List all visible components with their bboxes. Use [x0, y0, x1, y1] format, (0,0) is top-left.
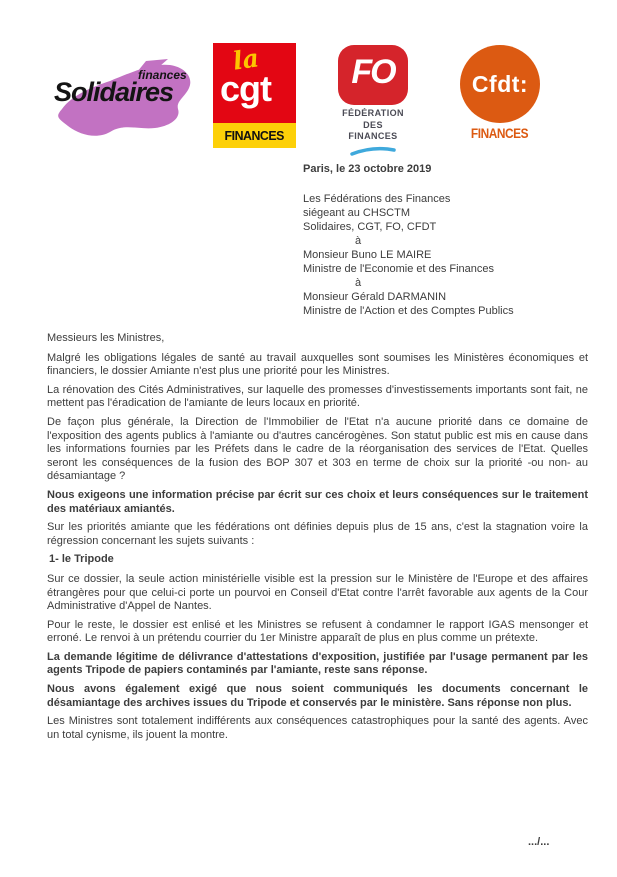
cgt-script-la: la: [231, 43, 261, 76]
fo-swoosh-path: [352, 148, 394, 153]
cfdt-circle: [460, 45, 540, 123]
solidaires-finances-logo: [50, 57, 196, 141]
solidaires-wordmark: Solidaires: [54, 77, 174, 107]
cgt-finances-logo: [213, 43, 296, 148]
body-paragraph: De façon plus générale, la Direction de l'Immobilier de l'Etat n'a aucune priorité dans ce domaine de l'exposition des agents publics à l'amiante ou d'autres cancérogènes. Son statut public est mis en cause dans les informations fournies par les Préfets dans le cadre de la réorganisation des services de l'Etat. Quelles seront les conséquences de la fusion des BOP 307 et 303 en terme de choix sur la priorité -ou non- au désamiantage ?: [47, 415, 588, 483]
a-separator: à: [355, 277, 362, 289]
cfdt-finances-label: FINANCES: [471, 126, 529, 141]
cfdt-finances-logo: [458, 45, 542, 143]
body-paragraph: Sur les priorités amiante que les fédérations ont définies depuis plus de 15 ans, c'est la stagnation voire la régression concernant les sujets suivants :: [47, 521, 588, 547]
a-separator: à: [355, 235, 362, 247]
recipient-line: Monsieur Gérald DARMANIN: [303, 291, 447, 303]
fo-federation-finances-logo: [336, 45, 410, 161]
letter-head: [303, 162, 514, 318]
sender-line: siégeant au CHSCTM: [303, 207, 410, 219]
cgt-acronym: cgt: [220, 68, 271, 109]
fo-subtitle-line2: DES FINANCES: [348, 119, 398, 142]
recipient-line: Ministre de l'Economie et des Finances: [303, 263, 495, 275]
cfdt-acronym: Cfdt:: [471, 71, 529, 97]
fo-swoosh-icon: [350, 146, 396, 156]
fo-red-box: [338, 45, 408, 105]
section-heading: 1- le Tripode: [49, 553, 114, 566]
body-paragraph-bold: Nous exigeons une information précise par écrit sur ces choix et leurs conséquences sur le traitement des matériaux amiantés.: [47, 488, 588, 515]
fo-acronym: FO: [351, 53, 395, 91]
body-paragraph: Malgré les obligations légales de santé au travail auxquelles sont soumises les Ministères économiques et financiers, le dossier Amiante n'est plus une priorité pour les Ministres.: [47, 351, 588, 378]
sender-line: Les Fédérations des Finances: [303, 193, 451, 205]
body-paragraph: La rénovation des Cités Administratives, sur laquelle des promesses d'investissements importants sont fait, ne mettent pas l'éradication de l'amiante de leurs locaux en priorité.: [47, 383, 588, 410]
fo-subtitle-line1: FÉDÉRATION: [342, 108, 404, 119]
recipient-line: Monsieur Buno LE MAIRE: [303, 249, 432, 261]
indented-paragraph: Les Ministres sont totalement indifférents aux conséquences catastrophiques pour la santé des agents. Avec un total cynisme, ils jouent la montre.: [47, 715, 588, 741]
salutation: Messieurs les Ministres,: [47, 332, 165, 344]
indented-paragraph-bold: La demande légitime de délivrance d'attestations d'exposition, justifiée par l'usage permanent par les agents Tripode de papiers contaminés par l'amiante, reste sans réponse.: [47, 650, 588, 677]
date-line: Paris, le 23 octobre 2019: [303, 163, 432, 175]
sender-line: Solidaires, CGT, FO, CFDT: [303, 221, 437, 233]
solidaires-finances-sublabel: finances: [138, 68, 187, 82]
indented-paragraph: Sur ce dossier, la seule action ministérielle visible est la pression sur le Ministère de l'Europe et des affaires étrangères pour que celui-ci porte un pourvoi en Conseil d'Etat contre l'arrêt favorable aux agents de la Cour Administrative d'Appel de Nantes.: [47, 572, 588, 613]
indented-paragraph: Pour le reste, le dossier est enlisé et les Ministres se refusent à condamner le rapport IGAS mensonger et erroné. Le renvoi à un prétendu courrier du 1er Ministre apparaît de plus en plus comme un prétexte.: [47, 618, 588, 645]
cgt-finances-band: [213, 123, 296, 148]
fo-subtitle: [336, 108, 410, 143]
cgt-finances-label: FINANCES: [224, 128, 285, 143]
indented-paragraph-bold: Nous avons également exigé que nous soient communiqués les documents concernant le désamiantage des archives issues du Tripode et conservés par le ministère. Sans réponse non plus.: [47, 683, 588, 709]
letter-body: [47, 332, 588, 747]
continuation-mark: .../...: [528, 836, 550, 848]
recipient-line: Ministre de l'Action et des Comptes Publics: [303, 305, 514, 317]
